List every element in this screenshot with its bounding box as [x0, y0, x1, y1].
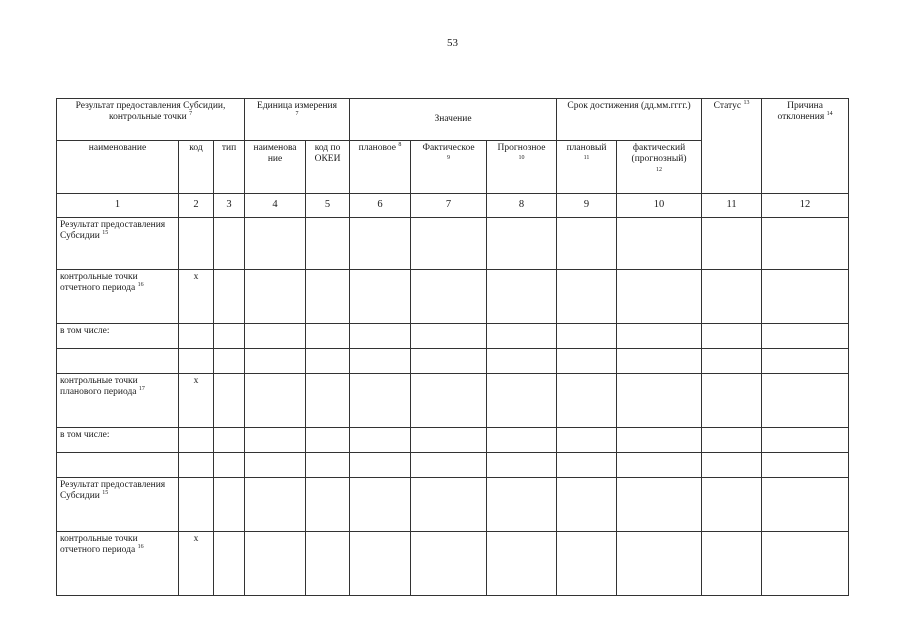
header-unit — [245, 99, 350, 141]
footnote-ref: 15 — [102, 490, 109, 497]
data-cell — [411, 532, 487, 596]
footnote-ref: 8 — [398, 141, 402, 148]
data-cell — [487, 270, 557, 324]
data-cell — [350, 453, 411, 478]
data-cell — [411, 453, 487, 478]
data-cell — [411, 478, 487, 532]
not-applicable-mark: x — [193, 534, 199, 544]
data-cell — [487, 374, 557, 428]
table-row — [57, 478, 849, 532]
row-label: Результат предоставления Субсидии — [60, 220, 166, 242]
row-code-cell — [179, 532, 214, 596]
data-cell — [557, 324, 617, 349]
data-cell — [306, 532, 350, 596]
data-cell — [350, 532, 411, 596]
data-cell — [245, 374, 306, 428]
data-cell — [557, 374, 617, 428]
data-cell — [487, 324, 557, 349]
footnote-ref: 17 — [138, 386, 145, 393]
header-value-label: Значение — [434, 113, 472, 124]
data-cell — [762, 532, 849, 596]
data-cell — [617, 324, 702, 349]
report-table — [56, 98, 849, 596]
data-cell — [557, 453, 617, 478]
data-cell — [617, 270, 702, 324]
column-number-9: 9 — [557, 194, 617, 218]
data-cell — [350, 270, 411, 324]
report-body — [57, 218, 849, 596]
header-unit-code-label: код по ОКЕИ — [314, 143, 341, 165]
data-cell — [214, 428, 245, 453]
row-code-cell — [179, 453, 214, 478]
data-cell — [617, 349, 702, 374]
header-reason — [762, 99, 849, 194]
table-row — [57, 349, 849, 374]
header-code-label: код — [189, 143, 203, 153]
row-label-cell — [57, 218, 179, 270]
row-label-cell — [57, 428, 179, 453]
data-cell — [214, 324, 245, 349]
footnote-ref: 7 — [189, 111, 193, 118]
header-result — [57, 99, 245, 141]
data-cell — [557, 270, 617, 324]
header-deadline-actual-label: фактический (прогнозный) — [631, 143, 687, 165]
data-cell — [306, 270, 350, 324]
footnote-ref: 7 — [295, 111, 299, 118]
data-cell — [702, 324, 762, 349]
row-code-cell — [179, 270, 214, 324]
data-cell — [245, 270, 306, 324]
row-label-cell — [57, 349, 179, 374]
data-cell — [702, 349, 762, 374]
data-cell — [487, 453, 557, 478]
data-cell — [762, 374, 849, 428]
row-label-cell — [57, 324, 179, 349]
data-cell — [557, 218, 617, 270]
data-cell — [487, 478, 557, 532]
footnote-ref: 10 — [518, 155, 525, 162]
data-cell — [762, 324, 849, 349]
data-cell — [350, 374, 411, 428]
data-cell — [245, 349, 306, 374]
footnote-ref: 16 — [137, 544, 144, 551]
column-number-4: 4 — [245, 194, 306, 218]
column-number-10: 10 — [617, 194, 702, 218]
data-cell — [487, 349, 557, 374]
data-cell — [702, 374, 762, 428]
footnote-ref: 11 — [583, 155, 590, 162]
row-label: контрольные точки отчетного периода — [60, 272, 138, 294]
header-status — [702, 99, 762, 194]
header-unit-name — [245, 141, 306, 194]
row-code-cell — [179, 324, 214, 349]
header-result-label: Результат предоставления Субсидии, контрольные точки — [75, 101, 226, 123]
column-number-6: 6 — [350, 194, 411, 218]
data-cell — [557, 349, 617, 374]
data-cell — [557, 428, 617, 453]
header-deadline-planned-label: плановый — [566, 143, 607, 153]
data-cell — [245, 324, 306, 349]
data-cell — [617, 218, 702, 270]
data-cell — [702, 532, 762, 596]
footnote-ref: 16 — [137, 282, 144, 289]
data-cell — [487, 532, 557, 596]
row-code-cell — [179, 478, 214, 532]
row-code-cell — [179, 374, 214, 428]
header-type-label: тип — [221, 143, 237, 153]
data-cell — [214, 218, 245, 270]
row-label-cell — [57, 270, 179, 324]
data-cell — [411, 324, 487, 349]
header-planned — [350, 141, 411, 194]
column-number-row — [57, 194, 849, 218]
header-unit-name-label: наименова ние — [253, 143, 297, 165]
data-cell — [411, 374, 487, 428]
data-cell — [557, 532, 617, 596]
data-cell — [306, 218, 350, 270]
row-label: в том числе: — [60, 430, 110, 440]
data-cell — [617, 478, 702, 532]
footnote-ref: 15 — [102, 230, 109, 237]
row-label: в том числе: — [60, 326, 110, 336]
data-cell — [306, 349, 350, 374]
table-row — [57, 218, 849, 270]
data-cell — [617, 453, 702, 478]
data-cell — [411, 218, 487, 270]
header-name — [57, 141, 179, 194]
header-unit-code — [306, 141, 350, 194]
row-label: Результат предоставления Субсидии — [60, 480, 166, 502]
data-cell — [245, 428, 306, 453]
header-name-label: наименование — [88, 143, 147, 153]
data-cell — [214, 349, 245, 374]
column-number-8: 8 — [487, 194, 557, 218]
footnote-ref: 13 — [743, 99, 750, 106]
table-row — [57, 270, 849, 324]
row-label: контрольные точки планового периода — [60, 376, 138, 398]
data-cell — [306, 324, 350, 349]
data-cell — [762, 218, 849, 270]
data-cell — [702, 218, 762, 270]
column-number-5: 5 — [306, 194, 350, 218]
column-number-1: 1 — [57, 194, 179, 218]
table-row — [57, 453, 849, 478]
data-cell — [245, 218, 306, 270]
data-cell — [762, 478, 849, 532]
header-unit-label: Единица измерения — [257, 101, 338, 111]
data-cell — [306, 428, 350, 453]
data-cell — [350, 349, 411, 374]
data-cell — [214, 374, 245, 428]
header-type — [214, 141, 245, 194]
data-cell — [762, 349, 849, 374]
data-cell — [617, 374, 702, 428]
data-cell — [350, 428, 411, 453]
row-label: контрольные точки отчетного периода — [60, 534, 138, 556]
data-cell — [214, 532, 245, 596]
row-label-cell — [57, 453, 179, 478]
header-status-label: Статус — [713, 101, 742, 111]
footnote-ref: 14 — [826, 111, 833, 118]
data-cell — [245, 453, 306, 478]
row-code-cell — [179, 218, 214, 270]
data-cell — [350, 324, 411, 349]
not-applicable-mark: x — [193, 272, 199, 282]
header-planned-label: плановое — [358, 143, 397, 153]
row-label-cell — [57, 478, 179, 532]
column-number-2: 2 — [179, 194, 214, 218]
column-number-11: 11 — [702, 194, 762, 218]
row-label-cell — [57, 374, 179, 428]
data-cell — [762, 453, 849, 478]
data-cell — [762, 270, 849, 324]
header-actual-label: Фактическое — [422, 143, 475, 153]
column-number-3: 3 — [214, 194, 245, 218]
header-deadline-label: Срок достижения (дд.мм.гггг.) — [567, 101, 691, 111]
data-cell — [245, 532, 306, 596]
header-value — [350, 99, 557, 141]
column-number-12: 12 — [762, 194, 849, 218]
data-cell — [245, 478, 306, 532]
header-deadline-actual — [617, 141, 702, 194]
column-number-7: 7 — [411, 194, 487, 218]
data-cell — [617, 428, 702, 453]
row-code-cell — [179, 349, 214, 374]
data-cell — [411, 428, 487, 453]
header-forecast-label: Прогнозное — [497, 143, 546, 153]
header-forecast — [487, 141, 557, 194]
table-row — [57, 374, 849, 428]
data-cell — [617, 532, 702, 596]
data-cell — [306, 478, 350, 532]
header-reason-label: Причина отклонения — [777, 101, 825, 123]
data-cell — [411, 349, 487, 374]
data-cell — [350, 218, 411, 270]
data-cell — [702, 428, 762, 453]
page-number: 53 — [447, 37, 458, 49]
data-cell — [350, 478, 411, 532]
data-cell — [702, 478, 762, 532]
table-row — [57, 532, 849, 596]
data-cell — [487, 218, 557, 270]
data-cell — [214, 270, 245, 324]
header-actual — [411, 141, 487, 194]
header-code — [179, 141, 214, 194]
header-deadline — [557, 99, 702, 141]
data-cell — [306, 374, 350, 428]
table-row — [57, 428, 849, 453]
footnote-ref: 9 — [447, 155, 451, 162]
data-cell — [306, 453, 350, 478]
data-cell — [411, 270, 487, 324]
footnote-ref: 12 — [656, 166, 663, 173]
header-deadline-planned — [557, 141, 617, 194]
data-cell — [557, 478, 617, 532]
not-applicable-mark: x — [193, 376, 199, 386]
data-cell — [702, 453, 762, 478]
data-cell — [702, 270, 762, 324]
table-row — [57, 324, 849, 349]
row-code-cell — [179, 428, 214, 453]
row-label-cell — [57, 532, 179, 596]
data-cell — [214, 453, 245, 478]
data-cell — [762, 428, 849, 453]
data-cell — [487, 428, 557, 453]
data-cell — [214, 478, 245, 532]
